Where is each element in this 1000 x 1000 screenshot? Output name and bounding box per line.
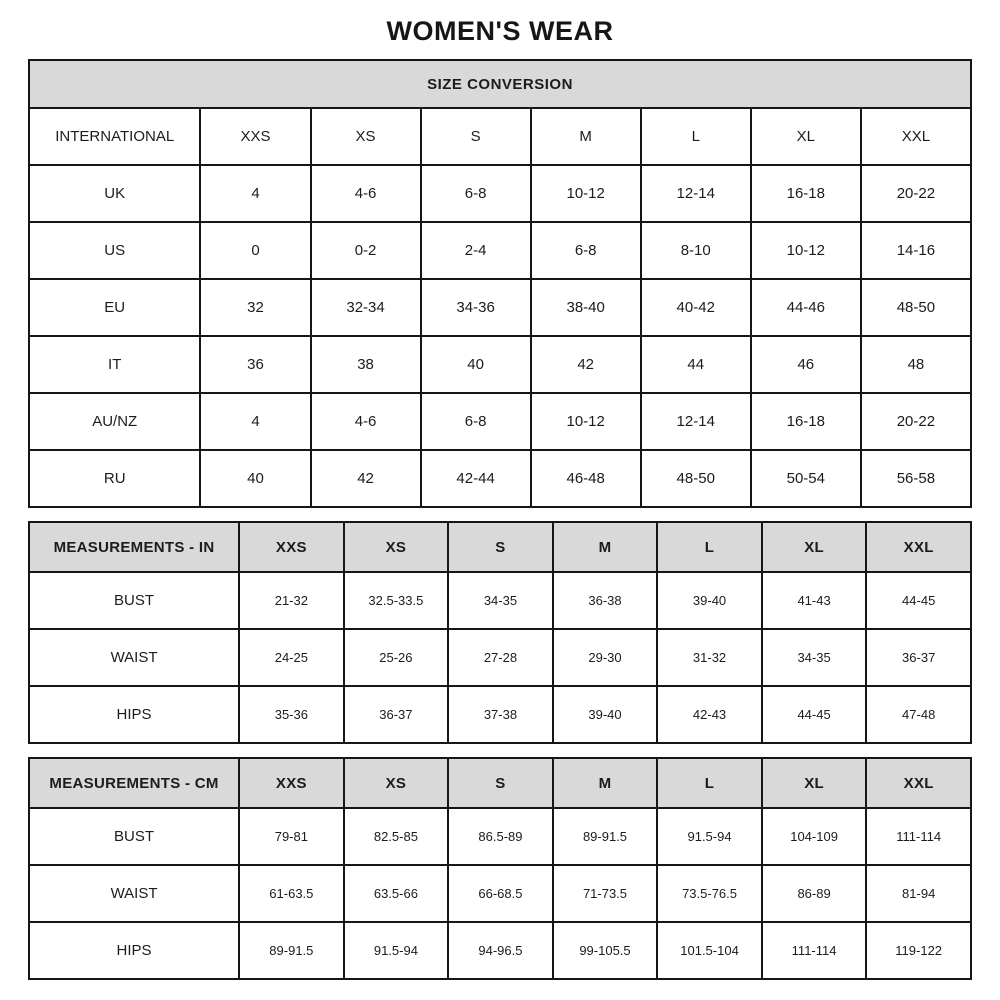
size-cell: 50-54 xyxy=(751,450,861,507)
measure-cell: 36-37 xyxy=(866,629,971,686)
row-label-bust: BUST xyxy=(29,808,239,865)
measure-cell: 63.5-66 xyxy=(344,865,449,922)
size-cell: 32 xyxy=(200,279,310,336)
measure-cell: 94-96.5 xyxy=(448,922,553,979)
measure-cell: 42-43 xyxy=(657,686,762,743)
size-conversion-header-row xyxy=(29,108,971,165)
size-cell: 14-16 xyxy=(861,222,971,279)
measure-cell: 73.5-76.5 xyxy=(657,865,762,922)
measure-cell: 25-26 xyxy=(344,629,449,686)
measure-cell: 111-114 xyxy=(866,808,971,865)
column-header-m: M xyxy=(531,108,641,165)
size-cell: 10-12 xyxy=(531,165,641,222)
size-cell: 56-58 xyxy=(861,450,971,507)
row-label-eu: EU xyxy=(29,279,200,336)
size-conversion-title: SIZE CONVERSION xyxy=(29,60,971,108)
measure-cell: 91.5-94 xyxy=(344,922,449,979)
measure-cell: 82.5-85 xyxy=(344,808,449,865)
size-cell: 10-12 xyxy=(751,222,861,279)
table-row-eu xyxy=(29,279,971,336)
measure-cell: 99-105.5 xyxy=(553,922,658,979)
size-cell: 40 xyxy=(200,450,310,507)
measure-cell: 101.5-104 xyxy=(657,922,762,979)
row-label-ru: RU xyxy=(29,450,200,507)
size-cell: 4 xyxy=(200,165,310,222)
column-header-international: INTERNATIONAL xyxy=(29,108,200,165)
table-row-bust-in xyxy=(29,572,971,629)
column-header-l: L xyxy=(657,758,762,808)
table-row-it xyxy=(29,336,971,393)
measurements-in-table xyxy=(28,521,972,744)
measure-cell: 34-35 xyxy=(448,572,553,629)
measure-cell: 66-68.5 xyxy=(448,865,553,922)
size-cell: 40-42 xyxy=(641,279,751,336)
size-cell: 8-10 xyxy=(641,222,751,279)
measure-cell: 89-91.5 xyxy=(553,808,658,865)
row-label-uk: UK xyxy=(29,165,200,222)
table-row-bust-cm xyxy=(29,808,971,865)
size-cell: 38 xyxy=(311,336,421,393)
size-cell: 48-50 xyxy=(861,279,971,336)
column-header-xxl: XXL xyxy=(866,758,971,808)
column-header-xs: XS xyxy=(344,522,449,572)
size-cell: 12-14 xyxy=(641,165,751,222)
measurements-in-title: MEASUREMENTS - IN xyxy=(29,522,239,572)
size-cell: 46 xyxy=(751,336,861,393)
size-cell: 12-14 xyxy=(641,393,751,450)
column-header-l: L xyxy=(657,522,762,572)
measure-cell: 71-73.5 xyxy=(553,865,658,922)
row-label-us: US xyxy=(29,222,200,279)
measure-cell: 21-32 xyxy=(239,572,344,629)
size-cell: 4-6 xyxy=(311,165,421,222)
measure-cell: 104-109 xyxy=(762,808,867,865)
column-header-xxs: XXS xyxy=(239,522,344,572)
size-cell: 42 xyxy=(531,336,641,393)
column-header-xs: XS xyxy=(311,108,421,165)
measure-cell: 27-28 xyxy=(448,629,553,686)
table-row-waist-in xyxy=(29,629,971,686)
row-label-hips: HIPS xyxy=(29,686,239,743)
measure-cell: 44-45 xyxy=(866,572,971,629)
column-header-xl: XL xyxy=(762,522,867,572)
row-label-bust: BUST xyxy=(29,572,239,629)
measurements-cm-table xyxy=(28,757,972,980)
measure-cell: 81-94 xyxy=(866,865,971,922)
size-cell: 46-48 xyxy=(531,450,641,507)
size-cell: 16-18 xyxy=(751,165,861,222)
size-cell: 2-4 xyxy=(421,222,531,279)
measure-cell: 86.5-89 xyxy=(448,808,553,865)
column-header-xxl: XXL xyxy=(861,108,971,165)
table-row-hips-in xyxy=(29,686,971,743)
column-header-xs: XS xyxy=(344,758,449,808)
size-cell: 40 xyxy=(421,336,531,393)
measurements-cm-title: MEASUREMENTS - CM xyxy=(29,758,239,808)
row-label-waist: WAIST xyxy=(29,865,239,922)
column-header-xl: XL xyxy=(762,758,867,808)
size-conversion-title-row xyxy=(29,60,971,108)
column-header-xxs: XXS xyxy=(239,758,344,808)
size-cell: 6-8 xyxy=(421,393,531,450)
size-cell: 10-12 xyxy=(531,393,641,450)
size-cell: 48-50 xyxy=(641,450,751,507)
column-header-m: M xyxy=(553,522,658,572)
measure-cell: 79-81 xyxy=(239,808,344,865)
size-cell: 6-8 xyxy=(531,222,641,279)
size-cell: 34-36 xyxy=(421,279,531,336)
row-label-it: IT xyxy=(29,336,200,393)
table-row-us xyxy=(29,222,971,279)
size-cell: 0-2 xyxy=(311,222,421,279)
measure-cell: 37-38 xyxy=(448,686,553,743)
measure-cell: 39-40 xyxy=(657,572,762,629)
table-row-hips-cm xyxy=(29,922,971,979)
column-header-xl: XL xyxy=(751,108,861,165)
measure-cell: 61-63.5 xyxy=(239,865,344,922)
measure-cell: 24-25 xyxy=(239,629,344,686)
size-cell: 42-44 xyxy=(421,450,531,507)
measure-cell: 91.5-94 xyxy=(657,808,762,865)
table-row-waist-cm xyxy=(29,865,971,922)
table-row-aunz xyxy=(29,393,971,450)
size-cell: 32-34 xyxy=(311,279,421,336)
size-cell: 6-8 xyxy=(421,165,531,222)
measure-cell: 44-45 xyxy=(762,686,867,743)
row-label-hips: HIPS xyxy=(29,922,239,979)
measure-cell: 32.5-33.5 xyxy=(344,572,449,629)
size-conversion-table xyxy=(28,59,972,508)
column-header-s: S xyxy=(448,522,553,572)
column-header-s: S xyxy=(448,758,553,808)
column-header-l: L xyxy=(641,108,751,165)
measure-cell: 89-91.5 xyxy=(239,922,344,979)
measure-cell: 41-43 xyxy=(762,572,867,629)
measure-cell: 86-89 xyxy=(762,865,867,922)
measure-cell: 39-40 xyxy=(553,686,658,743)
measure-cell: 35-36 xyxy=(239,686,344,743)
measure-cell: 34-35 xyxy=(762,629,867,686)
page-title: WOMEN'S WEAR xyxy=(386,16,614,46)
measure-cell: 29-30 xyxy=(553,629,658,686)
size-cell: 4-6 xyxy=(311,393,421,450)
size-cell: 44-46 xyxy=(751,279,861,336)
row-label-waist: WAIST xyxy=(29,629,239,686)
measure-cell: 111-114 xyxy=(762,922,867,979)
column-header-m: M xyxy=(553,758,658,808)
measure-cell: 31-32 xyxy=(657,629,762,686)
size-cell: 38-40 xyxy=(531,279,641,336)
size-cell: 20-22 xyxy=(861,165,971,222)
measure-cell: 47-48 xyxy=(866,686,971,743)
table-row-uk xyxy=(29,165,971,222)
size-cell: 20-22 xyxy=(861,393,971,450)
measure-cell: 119-122 xyxy=(866,922,971,979)
column-header-xxl: XXL xyxy=(866,522,971,572)
size-cell: 48 xyxy=(861,336,971,393)
table-row-ru xyxy=(29,450,971,507)
size-cell: 16-18 xyxy=(751,393,861,450)
size-cell: 36 xyxy=(200,336,310,393)
size-cell: 42 xyxy=(311,450,421,507)
measure-cell: 36-37 xyxy=(344,686,449,743)
size-cell: 44 xyxy=(641,336,751,393)
column-header-xxs: XXS xyxy=(200,108,310,165)
measurements-cm-header-row xyxy=(29,758,971,808)
measure-cell: 36-38 xyxy=(553,572,658,629)
row-label-aunz: AU/NZ xyxy=(29,393,200,450)
size-cell: 4 xyxy=(200,393,310,450)
measurements-in-header-row xyxy=(29,522,971,572)
size-cell: 0 xyxy=(200,222,310,279)
column-header-s: S xyxy=(421,108,531,165)
